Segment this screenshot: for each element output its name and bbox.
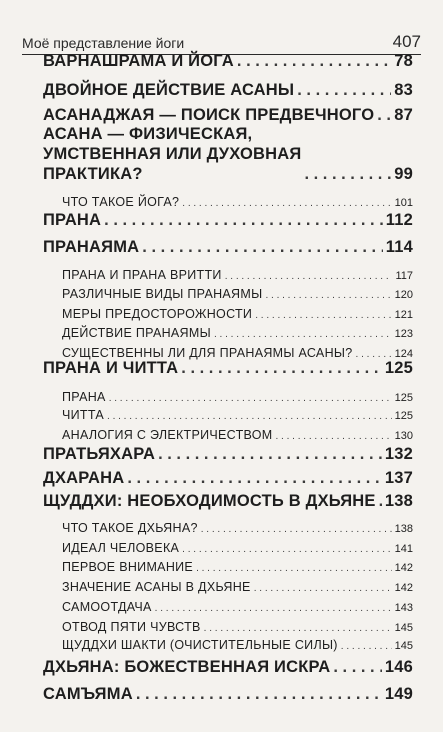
toc-section-entry bbox=[0, 192, 443, 209]
dot-leader bbox=[275, 431, 391, 442]
toc-entry-title: ЧТО ТАКОЕ ДХЬЯНА? bbox=[62, 521, 198, 535]
toc-page-number: 125 bbox=[394, 392, 413, 404]
dot-leader bbox=[155, 603, 392, 614]
toc-entry-title: МЕРЫ ПРЕДОСТОРОЖНОСТИ bbox=[62, 307, 253, 321]
dot-leader bbox=[182, 544, 391, 555]
toc-page-number: 143 bbox=[394, 602, 413, 614]
dot-leader bbox=[136, 685, 382, 704]
dot-leader bbox=[104, 211, 383, 230]
toc-section-entry bbox=[0, 617, 443, 634]
toc-page-number: 142 bbox=[394, 562, 413, 574]
toc-chapter-entry bbox=[0, 682, 443, 704]
dot-leader bbox=[379, 492, 382, 511]
toc-section-entry bbox=[0, 635, 443, 652]
toc-section-entry bbox=[0, 265, 443, 282]
toc-chapter-entry bbox=[0, 103, 443, 125]
toc-entry-title: СУЩЕСТВЕННЫ ЛИ ДЛЯ ПРАНАЯМЫ АСАНЫ? bbox=[62, 346, 353, 360]
toc-page-number: 130 bbox=[394, 430, 413, 442]
dot-leader bbox=[255, 310, 391, 321]
toc-chapter-entry bbox=[0, 208, 443, 230]
toc-section-entry bbox=[0, 518, 443, 535]
toc-entry-title: АСАНА — ФИЗИЧЕСКАЯ, УМСТВЕННАЯ ИЛИ ДУХОВНАЯ ПРАКТИКА? bbox=[43, 125, 302, 183]
toc-page-number: 145 bbox=[394, 622, 413, 634]
toc-page-number: 149 bbox=[384, 685, 413, 703]
toc-page-number: 138 bbox=[384, 492, 413, 510]
toc-page-number: 132 bbox=[384, 445, 413, 463]
toc-page-number: 123 bbox=[394, 328, 413, 340]
toc-page-number: 142 bbox=[394, 582, 413, 594]
toc-section-entry bbox=[0, 323, 443, 340]
toc-chapter-entry bbox=[0, 442, 443, 464]
toc-page-number: 146 bbox=[384, 658, 413, 676]
toc-chapter-entry bbox=[0, 49, 443, 71]
toc-entry-title: ЗНАЧЕНИЕ АСАНЫ В ДХЬЯНЕ bbox=[62, 580, 251, 594]
dot-leader bbox=[237, 52, 391, 71]
toc-page-number: 138 bbox=[394, 523, 413, 535]
toc-section-entry bbox=[0, 577, 443, 594]
toc-entry-title: ЩУДДХИ: НЕОБХОДИМОСТЬ В ДХЬЯНЕ bbox=[43, 492, 376, 510]
toc-section-entry bbox=[0, 425, 443, 442]
toc-entry-title: САМЪЯМА bbox=[43, 685, 133, 703]
toc-section-entry bbox=[0, 597, 443, 614]
dot-leader bbox=[127, 469, 381, 488]
dot-leader bbox=[333, 658, 381, 677]
dot-leader bbox=[196, 563, 392, 574]
toc-entry-title: ПРАНАЯМА bbox=[43, 238, 140, 256]
toc-section-entry bbox=[0, 387, 443, 404]
toc-chapter-entry bbox=[0, 124, 443, 184]
toc-page-number: 125 bbox=[394, 410, 413, 422]
toc-entry-title: САМООТДАЧА bbox=[62, 600, 152, 614]
toc-entry-title: АНАЛОГИЯ С ЭЛЕКТРИЧЕСТВОМ bbox=[62, 428, 273, 442]
toc-section-entry bbox=[0, 557, 443, 574]
toc-section-entry bbox=[0, 405, 443, 422]
toc-entry-title: АСАНАДЖАЯ — ПОИСК ПРЕДВЕЧНОГО bbox=[43, 106, 375, 124]
toc-page-number: 141 bbox=[394, 543, 413, 555]
toc-entry-title: ПРАНА И ЧИТТА bbox=[43, 359, 179, 377]
toc-chapter-entry bbox=[0, 655, 443, 677]
toc-page-number: 83 bbox=[394, 81, 413, 99]
toc-page-number: 121 bbox=[394, 309, 413, 321]
toc-entry-title: РАЗЛИЧНЫЕ ВИДЫ ПРАНАЯМЫ bbox=[62, 287, 263, 301]
toc-entry-title: ВАРНАШРАМА И ЙОГА bbox=[43, 52, 234, 70]
dot-leader bbox=[204, 623, 392, 634]
toc-page-number: 78 bbox=[394, 52, 413, 70]
dot-leader bbox=[107, 411, 392, 422]
toc-entry-title: ПРАТЬЯХАРА bbox=[43, 445, 156, 463]
toc-page-number: 101 bbox=[394, 197, 413, 209]
toc-section-entry bbox=[0, 304, 443, 321]
toc-page-number: 112 bbox=[385, 211, 413, 229]
toc-entry-title: ДЕЙСТВИЕ ПРАНАЯМЫ bbox=[62, 326, 211, 340]
dot-leader bbox=[254, 583, 392, 594]
toc-entry-title: ЩУДДХИ ШАКТИ (ОЧИСТИТЕЛЬНЫЕ СИЛЫ) bbox=[62, 638, 338, 652]
toc-entry-title: ОТВОД ПЯТИ ЧУВСТВ bbox=[62, 620, 201, 634]
toc-entry-title: ДВОЙНОЕ ДЕЙСТВИЕ АСАНЫ bbox=[43, 81, 295, 99]
dot-leader bbox=[377, 106, 391, 125]
toc-chapter-entry bbox=[0, 489, 443, 511]
toc-page-number: 87 bbox=[394, 106, 413, 124]
toc-section-entry bbox=[0, 284, 443, 301]
toc-page-number: 120 bbox=[394, 289, 413, 301]
toc-page-number: 124 bbox=[394, 348, 413, 360]
toc-page-number: 145 bbox=[394, 640, 413, 652]
dot-leader bbox=[214, 329, 392, 340]
toc-section-entry bbox=[0, 538, 443, 555]
toc-chapter-entry bbox=[0, 356, 443, 378]
toc-entry-title: ПРАНА bbox=[62, 390, 106, 404]
toc-chapter-entry bbox=[0, 235, 443, 257]
dot-leader bbox=[341, 641, 392, 652]
dot-leader bbox=[265, 290, 391, 301]
toc-entry-title: ПЕРВОЕ ВНИМАНИЕ bbox=[62, 560, 194, 574]
dot-leader bbox=[201, 524, 392, 535]
dot-leader bbox=[304, 165, 391, 184]
header-title: Моё представление йоги bbox=[22, 35, 185, 51]
toc-chapter-entry bbox=[0, 466, 443, 488]
toc-page-number: 99 bbox=[394, 165, 413, 183]
dot-leader bbox=[142, 238, 382, 257]
toc-entry-title: ИДЕАЛ ЧЕЛОВЕКА bbox=[62, 541, 180, 555]
toc-page-number: 125 bbox=[384, 359, 413, 377]
toc-entry-title: ЧТО ТАКОЕ ЙОГА? bbox=[62, 195, 180, 209]
toc-chapter-entry bbox=[0, 78, 443, 100]
toc-entry-title: ЧИТТА bbox=[62, 408, 105, 422]
toc-entry-title: ПРАНА bbox=[43, 211, 102, 229]
dot-leader bbox=[181, 359, 382, 378]
dot-leader bbox=[225, 271, 393, 282]
toc-entry-title: ПРАНА И ПРАНА ВРИТТИ bbox=[62, 268, 222, 282]
dot-leader bbox=[109, 393, 392, 404]
dot-leader bbox=[158, 445, 382, 464]
header-page-number: 407 bbox=[392, 32, 421, 51]
toc-page-number: 114 bbox=[385, 238, 413, 256]
dot-leader bbox=[297, 81, 391, 100]
toc-page-number: 137 bbox=[384, 469, 413, 487]
toc-entry-title: ДХАРАНА bbox=[43, 469, 125, 487]
toc-page-number: 117 bbox=[395, 270, 413, 282]
toc-entry-title: ДХЬЯНА: БОЖЕСТВЕННАЯ ИСКРА bbox=[43, 658, 331, 676]
